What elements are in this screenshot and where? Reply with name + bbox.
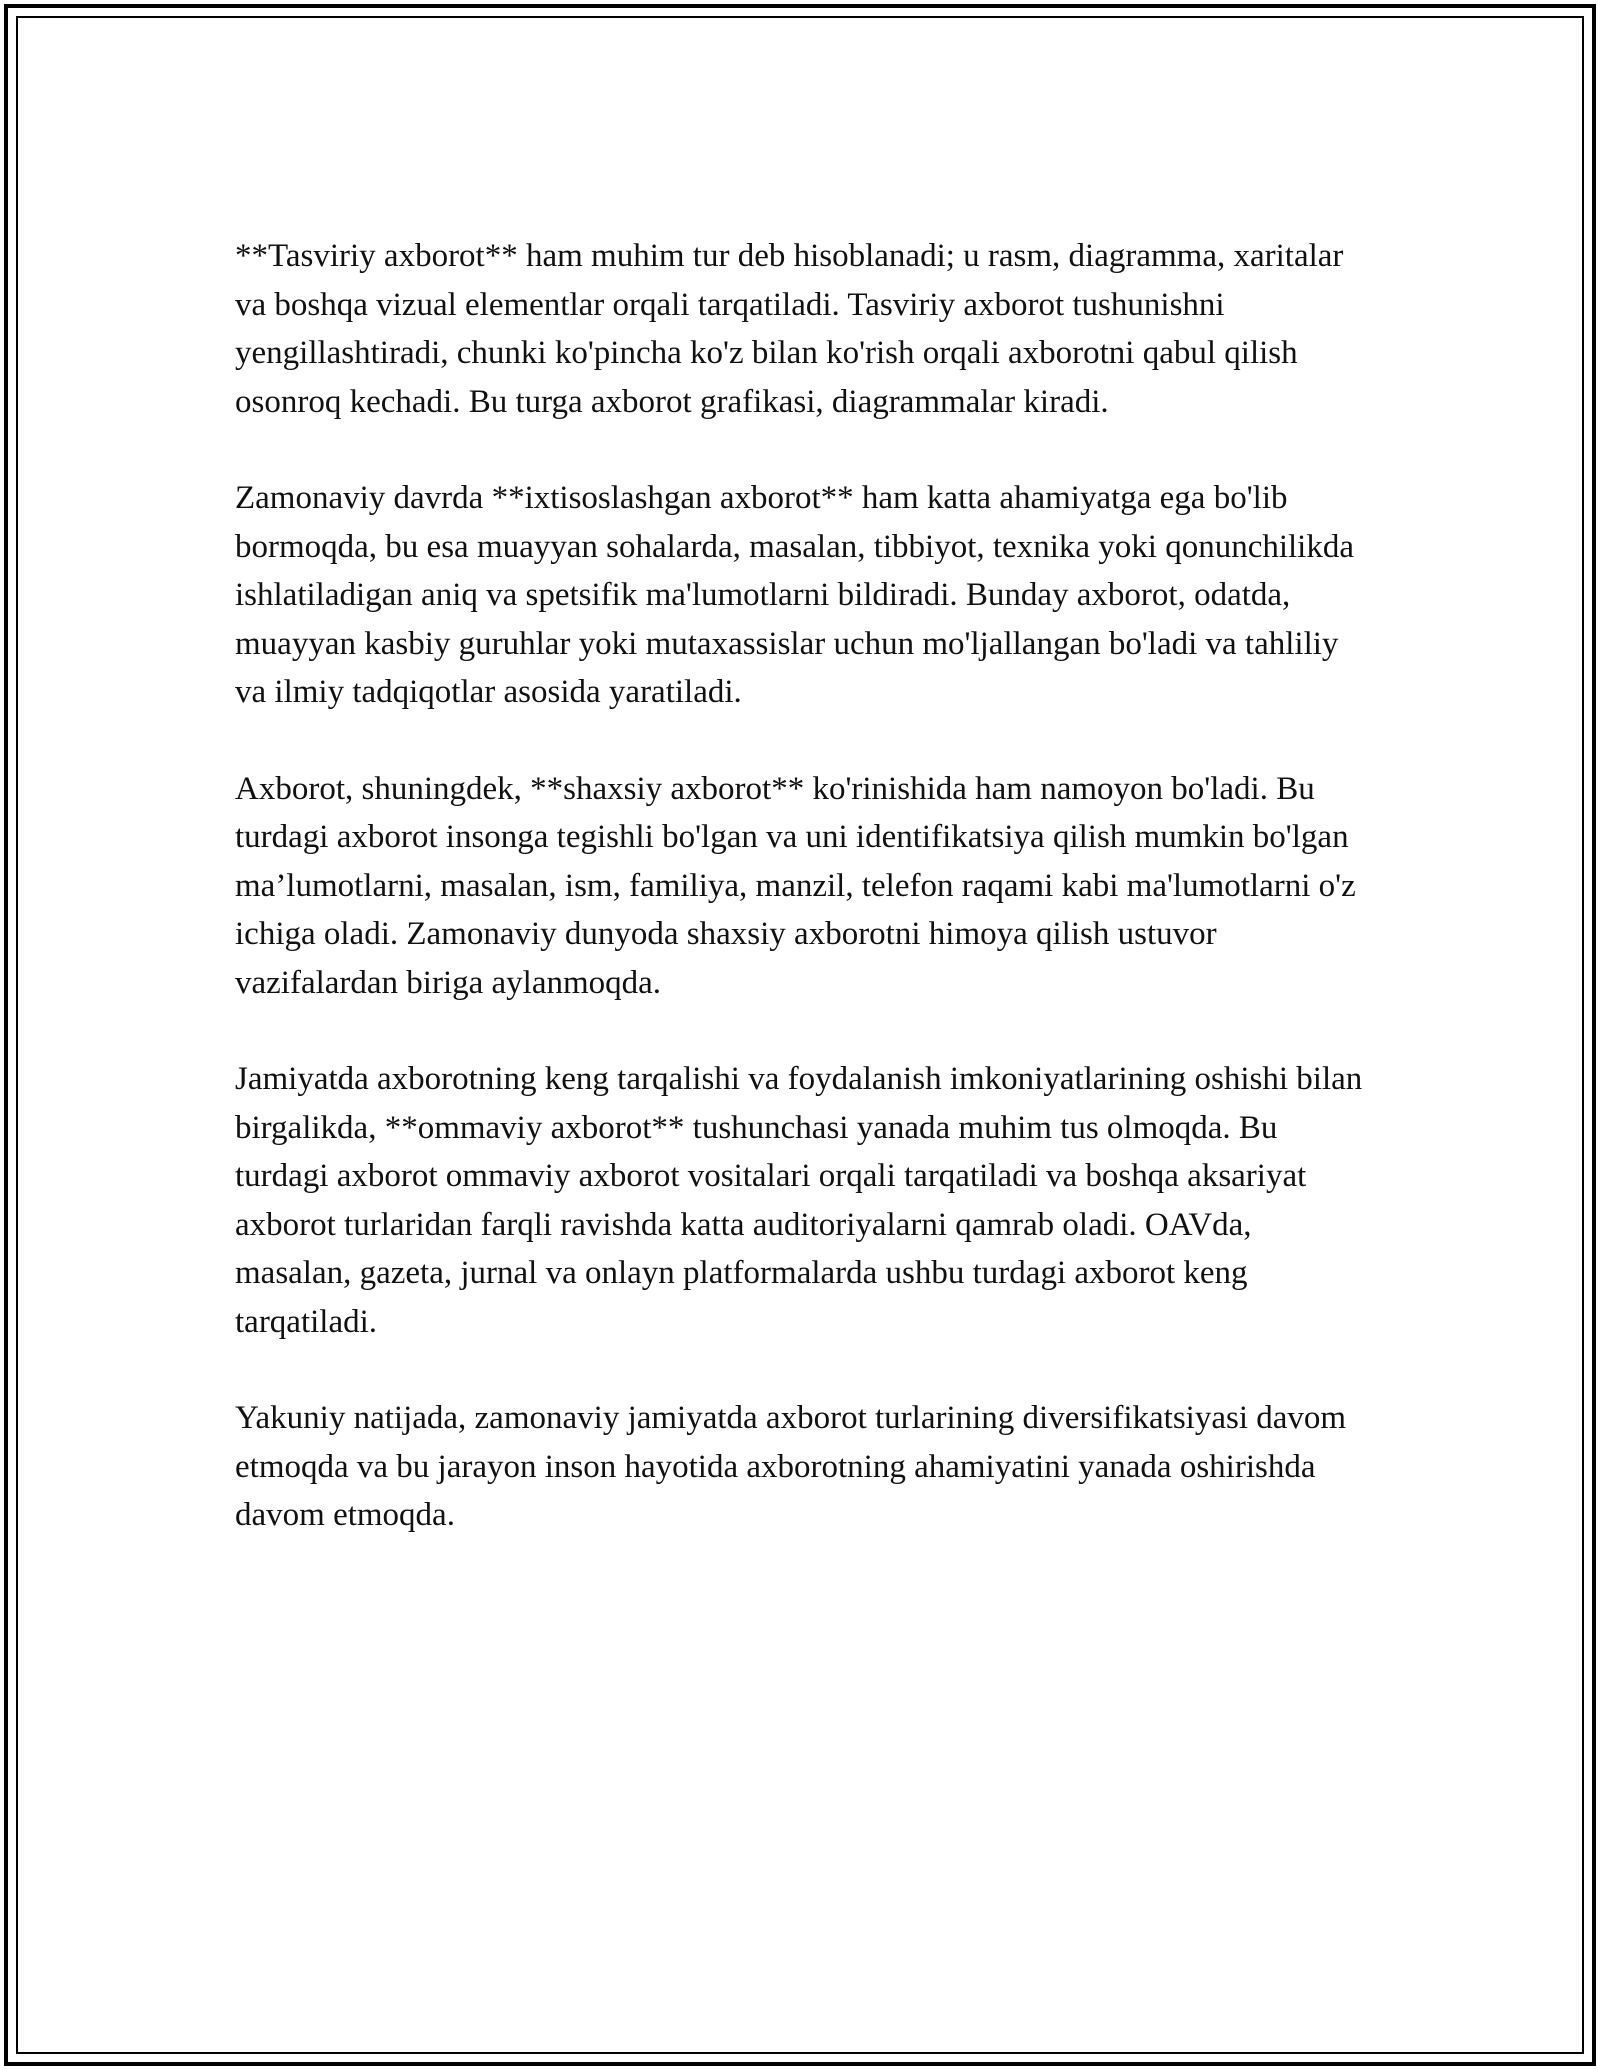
paragraph-mass-information: Jamiyatda axborotning keng tarqalishi va foydalanish imkoniyatlarining oshishi bilan birgalikda, **ommaviy axborot** tushunchasi yanada muhim tus olmoqda. Bu turdagi axborot ommaviy axborot vositalari orqali tarqatiladi va boshqa aksariyat axborot turlaridan farqli ravishda katta auditoriyalarni qamrab oladi. OAVda, masalan, gazeta, jurnal va onlayn platformalarda ushbu turdagi axborot keng tarqatiladi.	[235, 1061, 1363, 1340]
paragraph-visual-information: **Tasviriy axborot** ham muhim tur deb hisoblanadi; u rasm, diagramma, xaritalar va boshqa vizual elementlar orqali tarqatiladi. Tasviriy axborot tushunishni yengillashtiradi, chunki ko'pincha ko'z bilan ko'rish orqali axborotni qabul qilish osonroq kechadi. Bu turga axborot grafikasi, diagrammalar kiradi.	[235, 238, 1344, 420]
paragraph-personal-information: Axborot, shuningdek, **shaxsiy axborot** ko'rinishida ham namoyon bo'ladi. Bu turdagi axborot insonga tegishli bo'lgan va uni identifikatsiya qilish mumkin bo'lgan ma’lumotlarni, masalan, ism, familiya, manzil, telefon raqami kabi ma'lumotlarni o'z ichiga oladi. Zamonaviy dunyoda shaxsiy axborotni himoya qilish ustuvor vazifalardan biriga aylanmoqda.	[235, 770, 1356, 1001]
document-body	[235, 232, 1370, 1588]
paragraph-conclusion: Yakuniy natijada, zamonaviy jamiyatda axborot turlarining diversifikatsiyasi davom etmoqda va bu jarayon inson hayotida axborotning ahamiyatini yanada oshirishda davom etmoqda.	[235, 1400, 1347, 1533]
paragraph-specialized-information: Zamonaviy davrda **ixtisoslashgan axborot** ham katta ahamiyatga ega bo'lib bormoqda, bu esa muayyan sohalarda, masalan, tibbiyot, texnika yoki qonunchilikda ishlatiladigan aniq va spetsifik ma'lumotlarni bildiradi. Bunday axborot, odatda, muayyan kasbiy guruhlar yoki mutaxassislar uchun mo'ljallangan bo'ladi va tahliliy va ilmiy tadqiqotlar asosida yaratiladi.	[235, 480, 1354, 710]
